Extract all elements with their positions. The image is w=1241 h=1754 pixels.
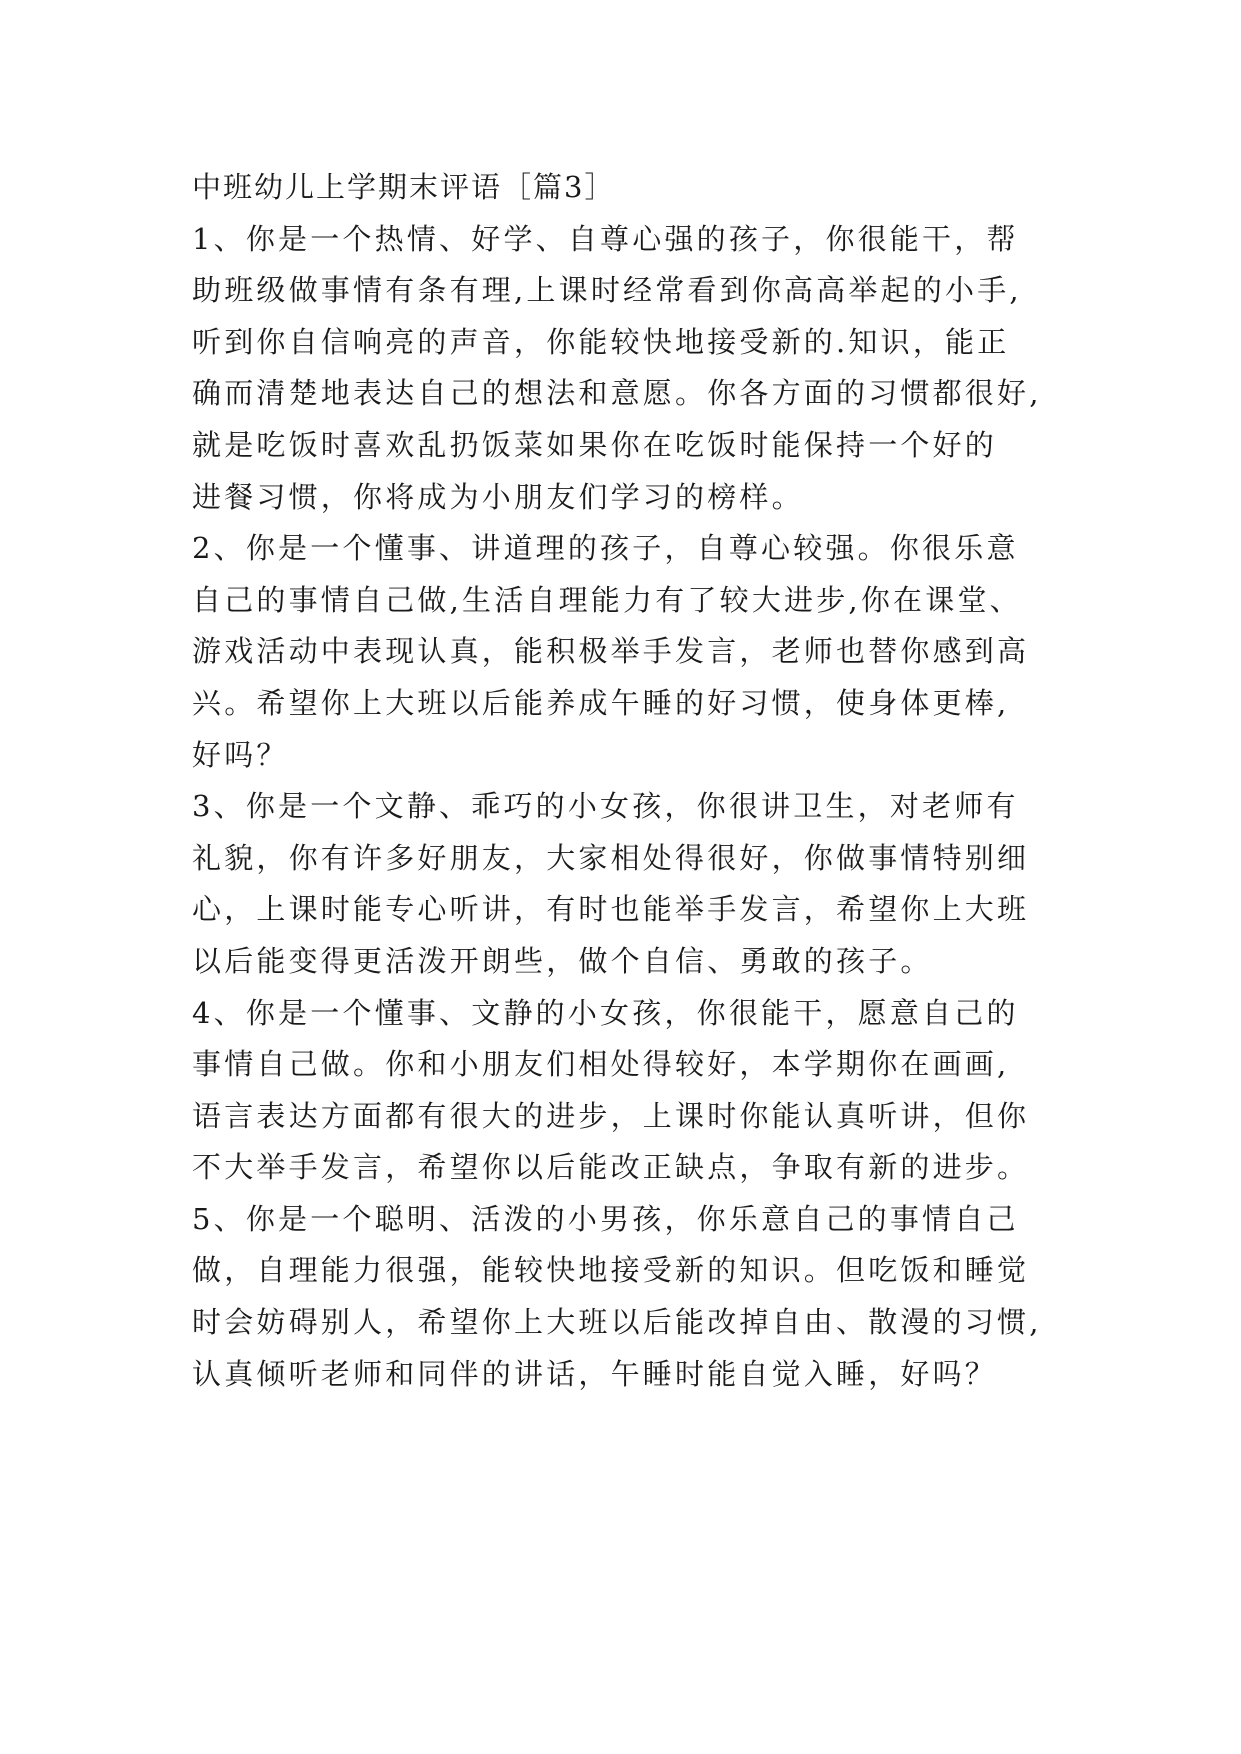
text-line: 心，上课时能专心听讲，有时也能举手发言，希望你上大班 [192,892,1030,927]
text-line: 1、你是一个热情、好学、自尊心强的孩子，你很能干，帮 [192,221,1019,256]
text-line: 听到你自信响亮的声音，你能较快地接受新的.知识，能正 [192,324,1010,359]
text-line: 认真倾听老师和同伴的讲话，午睡时能自觉入睡，好吗？ [192,1356,998,1391]
text-line: 兴。希望你上大班以后能养成午睡的好习惯，使身体更棒, [192,685,1010,720]
text-line: 时会妨碍别人，希望你上大班以后能改掉自由、散漫的习惯, [192,1305,1042,1340]
document-body [192,162,1092,1400]
text-line: 4、你是一个懂事、文静的小女孩，你很能干，愿意自己的 [192,995,1019,1030]
text-line: 就是吃饭时喜欢乱扔饭菜如果你在吃饭时能保持一个好的 [192,427,998,462]
text-line: 不大举手发言，希望你以后能改正缺点，争取有新的进步。 [192,1150,1030,1185]
text-line: 做，自理能力很强，能较快地接受新的知识。但吃饭和睡觉 [192,1253,1030,1288]
document-title: 中班幼儿上学期末评语［篇3］ [192,170,616,204]
text-line: 好吗？ [192,737,289,772]
text-line: 5、你是一个聪明、活泼的小男孩，你乐意自己的事情自己 [192,1201,1019,1236]
text-line: 语言表达方面都有很大的进步，上课时你能认真听讲，但你 [192,1098,1030,1133]
text-line: 自己的事情自己做,生活自理能力有了较大进步,你在课堂、 [192,582,1022,617]
text-line: 确而清楚地表达自己的想法和意愿。你各方面的习惯都很好, [192,376,1042,411]
text-line: 游戏活动中表现认真，能积极举手发言，老师也替你感到高 [192,634,1030,669]
text-line: 2、你是一个懂事、讲道理的孩子，自尊心较强。你很乐意 [192,531,1019,566]
text-line: 事情自己做。你和小朋友们相处得较好，本学期你在画画, [192,1047,1010,1082]
text-line: 3、你是一个文静、乖巧的小女孩，你很讲卫生，对老师有 [192,789,1019,824]
text-line: 助班级做事情有条有理,上课时经常看到你高高举起的小手, [192,273,1022,308]
text-line: 以后能变得更活泼开朗些，做个自信、勇敢的孩子。 [192,943,933,978]
text-line: 礼貌，你有许多好朋友，大家相处得很好，你做事情特别细 [192,840,1030,875]
text-line: 进餐习惯，你将成为小朋友们学习的榜样。 [192,479,804,514]
